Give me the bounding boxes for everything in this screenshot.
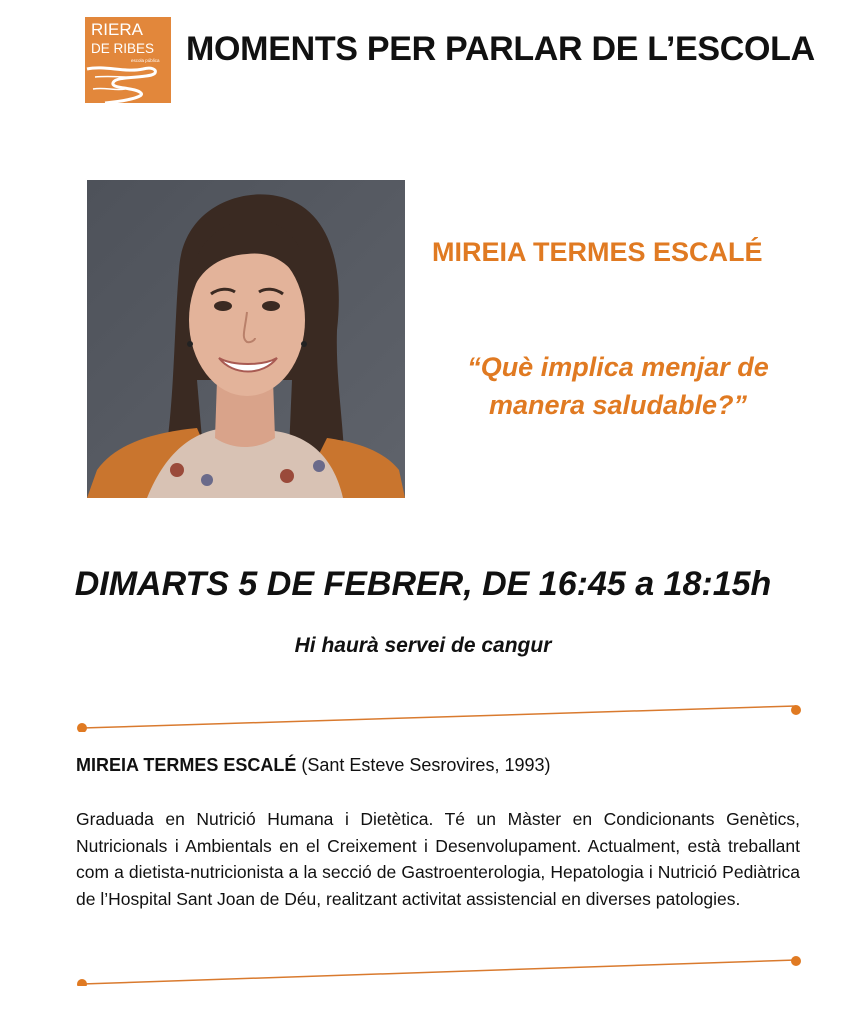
talk-title: “Què implica menjar de manera saludable?” — [467, 352, 769, 420]
speaker-name: MIREIA TERMES ESCALÉ — [432, 237, 763, 267]
river-icon — [85, 59, 171, 103]
logo-line-1: RIERA — [91, 20, 143, 39]
bio-origin: (Sant Esteve Sesrovires, 1993) — [296, 755, 551, 775]
childcare-note: Hi haurà servei de cangur — [294, 634, 552, 657]
divider-top — [70, 702, 810, 732]
school-logo — [85, 17, 171, 103]
page-title: MOMENTS PER PARLAR DE L’ESCOLA — [186, 30, 815, 68]
logo-line-3: escola pública — [131, 58, 160, 63]
bio-name: MIREIA TERMES ESCALÉ — [76, 755, 297, 775]
bio-text: Graduada en Nutrició Humana i Dietètica. Té un Màster en Condicionants Genètics, Nutricionals i Ambientals en el Creixement i Desenvolupament. Actualment, està treballant com a dietista-nutricionista a la secció de Gastroenterologia, Hepatologia i Nutrició Pediàtrica de l’Hospital Sant Joan de Déu, realitzant activitat assistencial en diverses patologies. — [76, 809, 800, 909]
bio-heading — [76, 755, 550, 776]
logo-line-2: DE RIBES — [91, 41, 155, 56]
speaker-photo — [87, 180, 405, 498]
divider-bottom — [70, 956, 810, 986]
event-date-time: DIMARTS 5 DE FEBRER, DE 16:45 a 18:15h — [74, 565, 772, 603]
